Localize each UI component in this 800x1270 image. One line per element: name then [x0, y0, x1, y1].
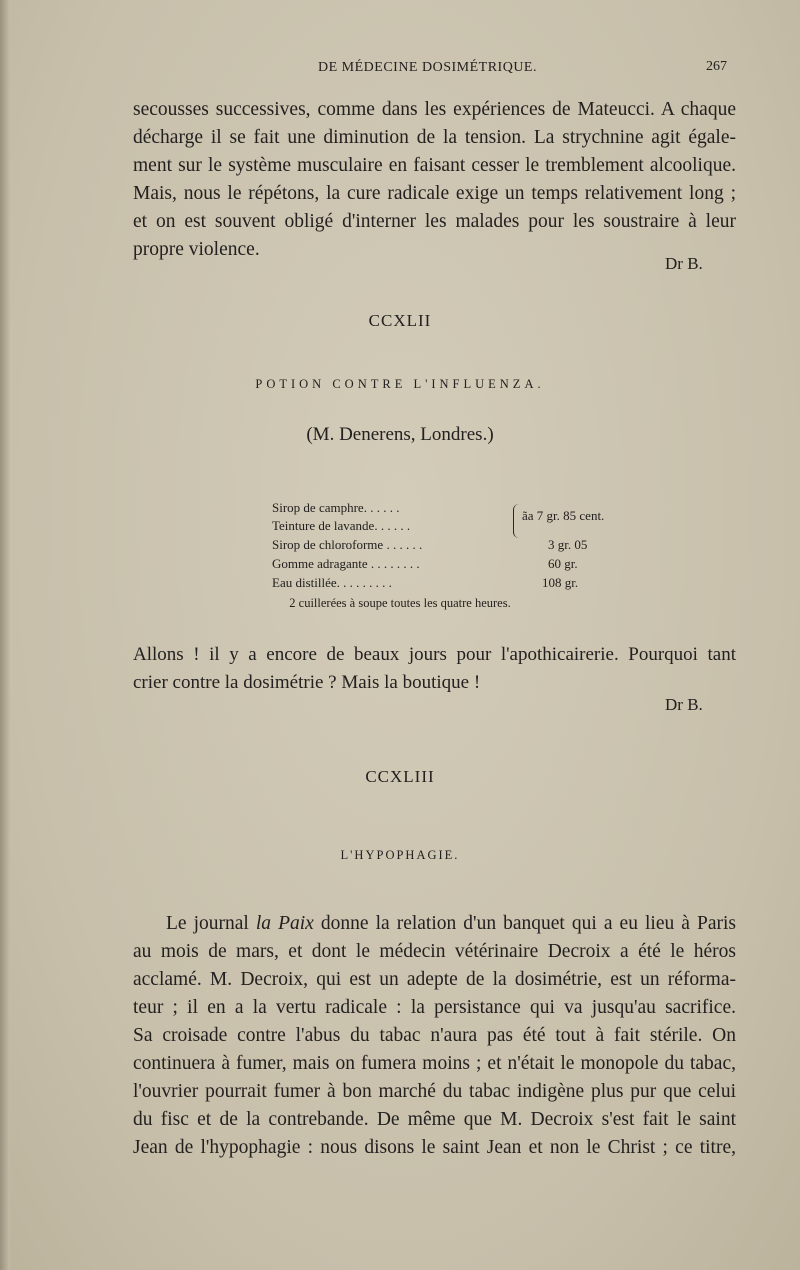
recipe-leader-dots: . . . . . .	[386, 537, 423, 552]
paragraph-line: crier contre la dosimétrie ? Mais la boutique !	[133, 672, 481, 693]
recipe-quantity: 108 gr.	[542, 575, 579, 590]
recipe-row	[272, 500, 399, 518]
opening-paragraph	[133, 96, 736, 264]
recipe-row	[272, 518, 410, 536]
paragraph-line: Sa croisade contre l'abus du tabac n'aura pas été tout à fait stérile. On	[133, 1025, 736, 1046]
paragraph-text: donne la relation d'un banquet qui a eu lieu à Paris	[313, 913, 736, 934]
article-paragraph	[133, 910, 736, 1162]
recipe-row	[272, 575, 392, 593]
article-author: (M. Denerens, Londres.)	[306, 424, 494, 445]
paragraph-line: Allons ! il y a encore de beaux jours pour l'apothicairerie. Pourquoi tant	[133, 644, 736, 665]
recipe-leader-dots: . . . . . .	[374, 518, 411, 533]
paragraph-line: du fisc et de la contrebande. De même que M. Decroix s'est fait le saint	[133, 1109, 736, 1130]
recipe-ingredient: Eau distillée	[272, 575, 337, 590]
article-title: POTION CONTRE L'INFLUENZA.	[255, 377, 545, 391]
paragraph-line: continuera à fumer, mais on fumera moins ; et n'était le monopole du tabac,	[133, 1053, 736, 1074]
article-number: CCXLIII	[365, 767, 435, 786]
recipe-ingredient: Gomme adragante	[272, 556, 368, 571]
recipe-quantity: 60 gr.	[548, 556, 578, 571]
signature: Dr B.	[665, 695, 703, 714]
paragraph-line: Mais, nous le répétons, la cure radicale exige un temps relativement long ;	[133, 183, 736, 204]
paragraph-text: Le journal	[166, 913, 256, 934]
page-edge	[0, 0, 10, 1270]
paragraph-line: l'ouvrier pourrait fumer à bon marché du tabac indigène plus pur que celui	[133, 1081, 736, 1102]
paragraph-line	[133, 910, 736, 938]
recipe-ingredient: Teinture de lavande	[272, 518, 375, 533]
recipe-quantity: 3 gr. 05	[548, 537, 588, 552]
brace-icon	[513, 504, 520, 538]
running-header	[0, 60, 800, 84]
recipe-row	[272, 556, 420, 574]
paragraph-line: secousses successives, comme dans les expériences de Mateucci. A chaque	[133, 99, 736, 120]
recipe-row	[272, 537, 422, 555]
paragraph-line: décharge il se fait une diminution de la tension. La strychnine agit égale-	[133, 127, 736, 148]
dosage-note: 2 cuillerées à soupe toutes les quatre heures.	[289, 596, 511, 610]
article-title: L'HYPOPHAGIE.	[340, 848, 460, 862]
running-title: DE MÉDECINE DOSIMÉTRIQUE.	[318, 60, 537, 75]
recipe-leader-dots: . . . . . . . . .	[336, 575, 392, 590]
paragraph-line: acclamé. M. Decroix, qui est un adepte de la dosimétrie, est un réforma-	[133, 969, 736, 990]
signature: Dr B.	[665, 254, 703, 273]
paragraph-line: Jean de l'hypophagie : nous disons le saint Jean et non le Christ ; ce titre,	[133, 1137, 736, 1158]
paragraph-line: teur ; il en a la vertu radicale : la persistance qui va jusqu'au sacrifice.	[133, 997, 736, 1018]
recipe-leader-dots: . . . . . .	[363, 500, 400, 515]
article-number: CCXLII	[368, 311, 432, 330]
recipe-ingredient: Sirop de chloroforme	[272, 537, 384, 552]
page-number: 267	[706, 59, 727, 74]
newspaper-title: la Paix	[255, 913, 314, 934]
recipe-ingredient: Sirop de camphre	[272, 500, 364, 515]
recipe-leader-dots: . . . . . . . .	[370, 556, 420, 571]
paragraph-line: propre violence.	[133, 239, 260, 260]
recipe-quantity: ãa 7 gr. 85 cent.	[522, 508, 605, 523]
paragraph-line: au mois de mars, et dont le médecin vétérinaire Decroix a été le héros	[133, 941, 736, 962]
article-paragraph	[133, 641, 736, 697]
paragraph-line: et on est souvent obligé d'interner les malades pour les soustraire à leur	[133, 211, 736, 232]
paragraph-line: ment sur le système musculaire en faisant cesser le tremblement alcoolique.	[133, 155, 736, 176]
